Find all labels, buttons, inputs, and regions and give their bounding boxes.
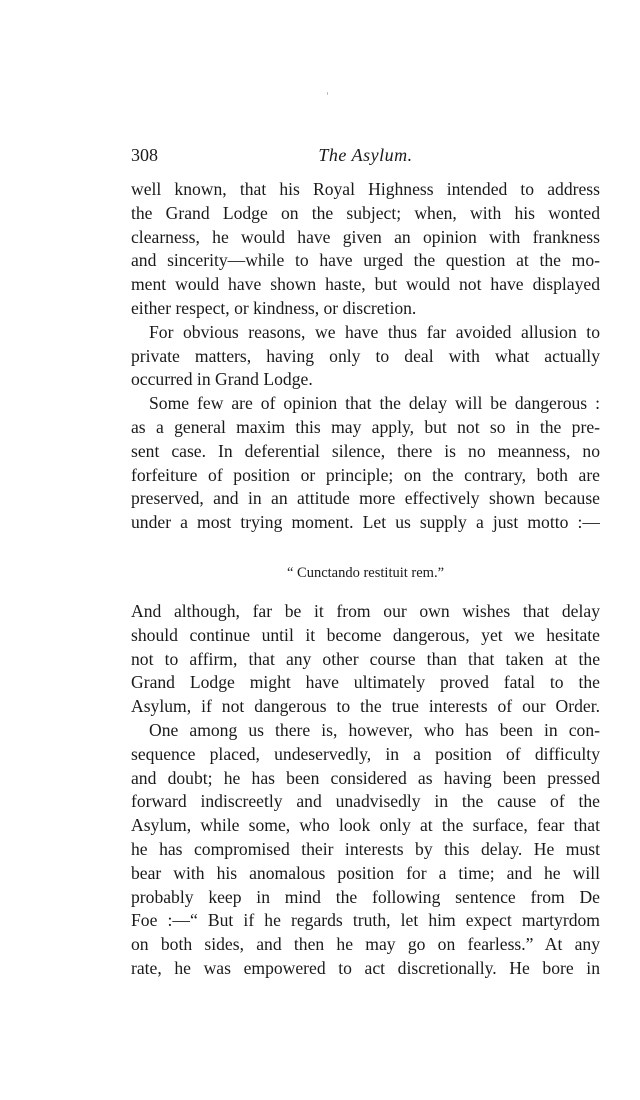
text-line: Asylum, if not dangerous to the true interests of our Order. bbox=[131, 696, 600, 717]
text-line: preserved, and in an attitude more effectively shown because bbox=[131, 488, 600, 509]
text-line: bear with his anomalous position for a time; and he will bbox=[131, 862, 600, 883]
text-line: Asylum, while some, who look only at the surface, fear that bbox=[131, 815, 600, 836]
text-line: he has compromised their interests by this delay. He must bbox=[131, 838, 600, 859]
text-block-upper bbox=[131, 178, 600, 535]
text-line: under a most trying moment. Let us supply a just motto :— bbox=[131, 512, 600, 533]
text-line: not to affirm, that any other course than that taken at the bbox=[131, 648, 600, 669]
text-line: probably keep in mind the following sentence from De bbox=[131, 886, 600, 907]
latin-motto: “ Cunctando restituit rem.” bbox=[286, 565, 445, 581]
text-line: Foe :—“ But if he regards truth, let him expect martyrdom bbox=[131, 910, 600, 931]
text-line: on both sides, and then he may go on fearless.” At any bbox=[131, 934, 600, 955]
text-line: and sincerity—while to have urged the question at the mo- bbox=[131, 250, 600, 271]
text-line: the Grand Lodge on the subject; when, with his wonted bbox=[131, 202, 600, 223]
text-line: sequence placed, undeservedly, in a position of difficulty bbox=[131, 743, 600, 764]
text-line: ment would have shown haste, but would not have displayed bbox=[131, 274, 600, 295]
text-line: rate, he was empowered to act discretionally. He bore in bbox=[131, 957, 600, 978]
page-speck bbox=[327, 92, 328, 95]
paragraph-start-line: One among us there is, however, who has been in con- bbox=[149, 719, 600, 740]
text-line: private matters, having only to deal with what actually bbox=[131, 345, 600, 366]
text-line: occurred in Grand Lodge. bbox=[131, 369, 313, 390]
paragraph-start-line: Some few are of opinion that the delay will be dangerous : bbox=[149, 393, 600, 414]
running-head bbox=[131, 142, 600, 168]
text-line: forward indiscreetly and unadvisedly in the cause of the bbox=[131, 791, 600, 812]
text-line: forfeiture of position or principle; on the contrary, both are bbox=[131, 464, 600, 485]
paragraph-start-line: For obvious reasons, we have thus far avoided allusion to bbox=[149, 321, 600, 342]
text-line: Grand Lodge might have ultimately proved fatal to the bbox=[131, 672, 600, 693]
page-number: 308 bbox=[131, 145, 158, 165]
text-line: either respect, or kindness, or discretion. bbox=[131, 297, 417, 318]
text-line: well known, that his Royal Highness intended to address bbox=[131, 179, 600, 199]
text-line: as a general maxim this may apply, but not so in the pre- bbox=[131, 416, 600, 437]
text-line: and doubt; he has been considered as having been pressed bbox=[131, 767, 600, 788]
text-line: should continue until it become dangerous, yet we hesitate bbox=[131, 624, 600, 645]
text-line: clearness, he would have given an opinion with frankness bbox=[131, 226, 600, 247]
text-block-lower bbox=[131, 600, 600, 981]
text-line: And although, far be it from our own wishes that delay bbox=[131, 601, 600, 621]
running-title: The Asylum. bbox=[318, 145, 413, 165]
text-line: sent case. In deferential silence, there is no meanness, no bbox=[131, 440, 600, 461]
